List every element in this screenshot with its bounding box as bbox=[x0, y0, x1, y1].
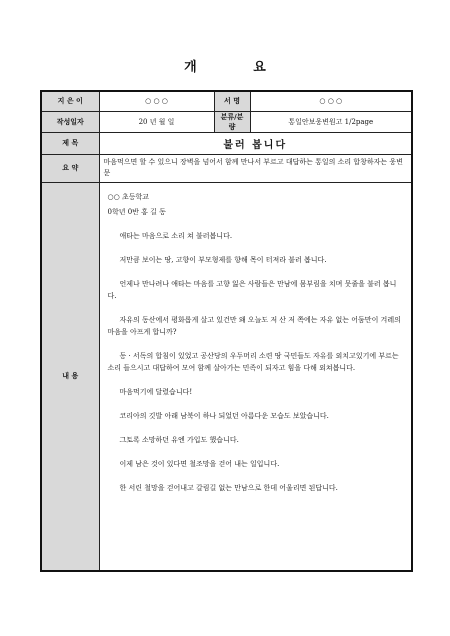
paragraph: 마음먹기에 달렸습니다! bbox=[119, 387, 193, 396]
content-label: 내 용 bbox=[41, 182, 99, 571]
paragraph: 그토록 소망하던 유엔 가입도 했습니다. bbox=[119, 435, 239, 444]
category-label: 분류/분량 bbox=[214, 111, 250, 132]
author-label: 지 은 이 bbox=[41, 91, 99, 111]
subject-label: 제 목 bbox=[41, 132, 99, 154]
paragraph: 저만큼 보이는 땅, 고향이 부모형제를 향해 목이 터져라 불러 봅니다. bbox=[119, 255, 327, 264]
paragraph: 애타는 마음으로 소리 쳐 불러봅니다. bbox=[119, 231, 233, 240]
content-body bbox=[99, 182, 412, 571]
summary-value: 마음먹으면 할 수 있으니 장벽을 넘어서 함께 만나서 부르고 대답하는 통일의 소리 합창하자는 웅변문 bbox=[99, 154, 412, 182]
author-value: ○ ○ ○ bbox=[99, 91, 214, 111]
document-title: 개 요 bbox=[184, 60, 292, 75]
paragraph: 언제나 만나려나 애타는 마음를 고향 잃은 사람들은 만남에 몸부림을 치며 뭇줄을 불러 봅니다. bbox=[107, 279, 397, 300]
student-name: 0학년 0반 홍 길 동 bbox=[107, 207, 166, 216]
paragraph: 이제 남은 것이 있다면 철조망을 걷어 내는 일입니다. bbox=[119, 459, 280, 468]
summary-label: 요 약 bbox=[41, 154, 99, 182]
school-name: ○○ 초등학교 bbox=[107, 192, 149, 201]
signature-value: ○ ○ ○ bbox=[250, 91, 412, 111]
paragraph: 코리아의 깃발 아래 남북이 하나 되었던 아름다운 모습도 보았습니다. bbox=[119, 411, 329, 420]
paragraph: 한 서린 철망을 걷어내고 갈림길 없는 만남으로 한데 어울리면 된답니다. bbox=[119, 483, 338, 492]
signature-label: 서 명 bbox=[214, 91, 250, 111]
overview-form bbox=[40, 90, 413, 572]
date-label: 작성일자 bbox=[41, 111, 99, 132]
subject-value: 불러 봅니다 bbox=[99, 132, 412, 154]
paragraph: 자유의 동산에서 평화롭게 살고 있건만 왜 오늘도 저 산 저 쪽에는 자유 없는 어둠만이 겨레의 마음을 아프게 합니까? bbox=[107, 315, 401, 336]
category-value: 통일안보웅변원고 1/2page bbox=[250, 111, 412, 132]
date-value: 20 년 월 일 bbox=[99, 111, 214, 132]
paragraph: 동 · 서독의 합침이 있었고 공산당의 우두머리 소련 땅 국민들도 자유를 외치고있기에 부르는 소리 들으시고 대답하여 모여 함께 살아가는 민족이 되자고 힘을 다해 외쳐봅니다. bbox=[107, 351, 399, 372]
